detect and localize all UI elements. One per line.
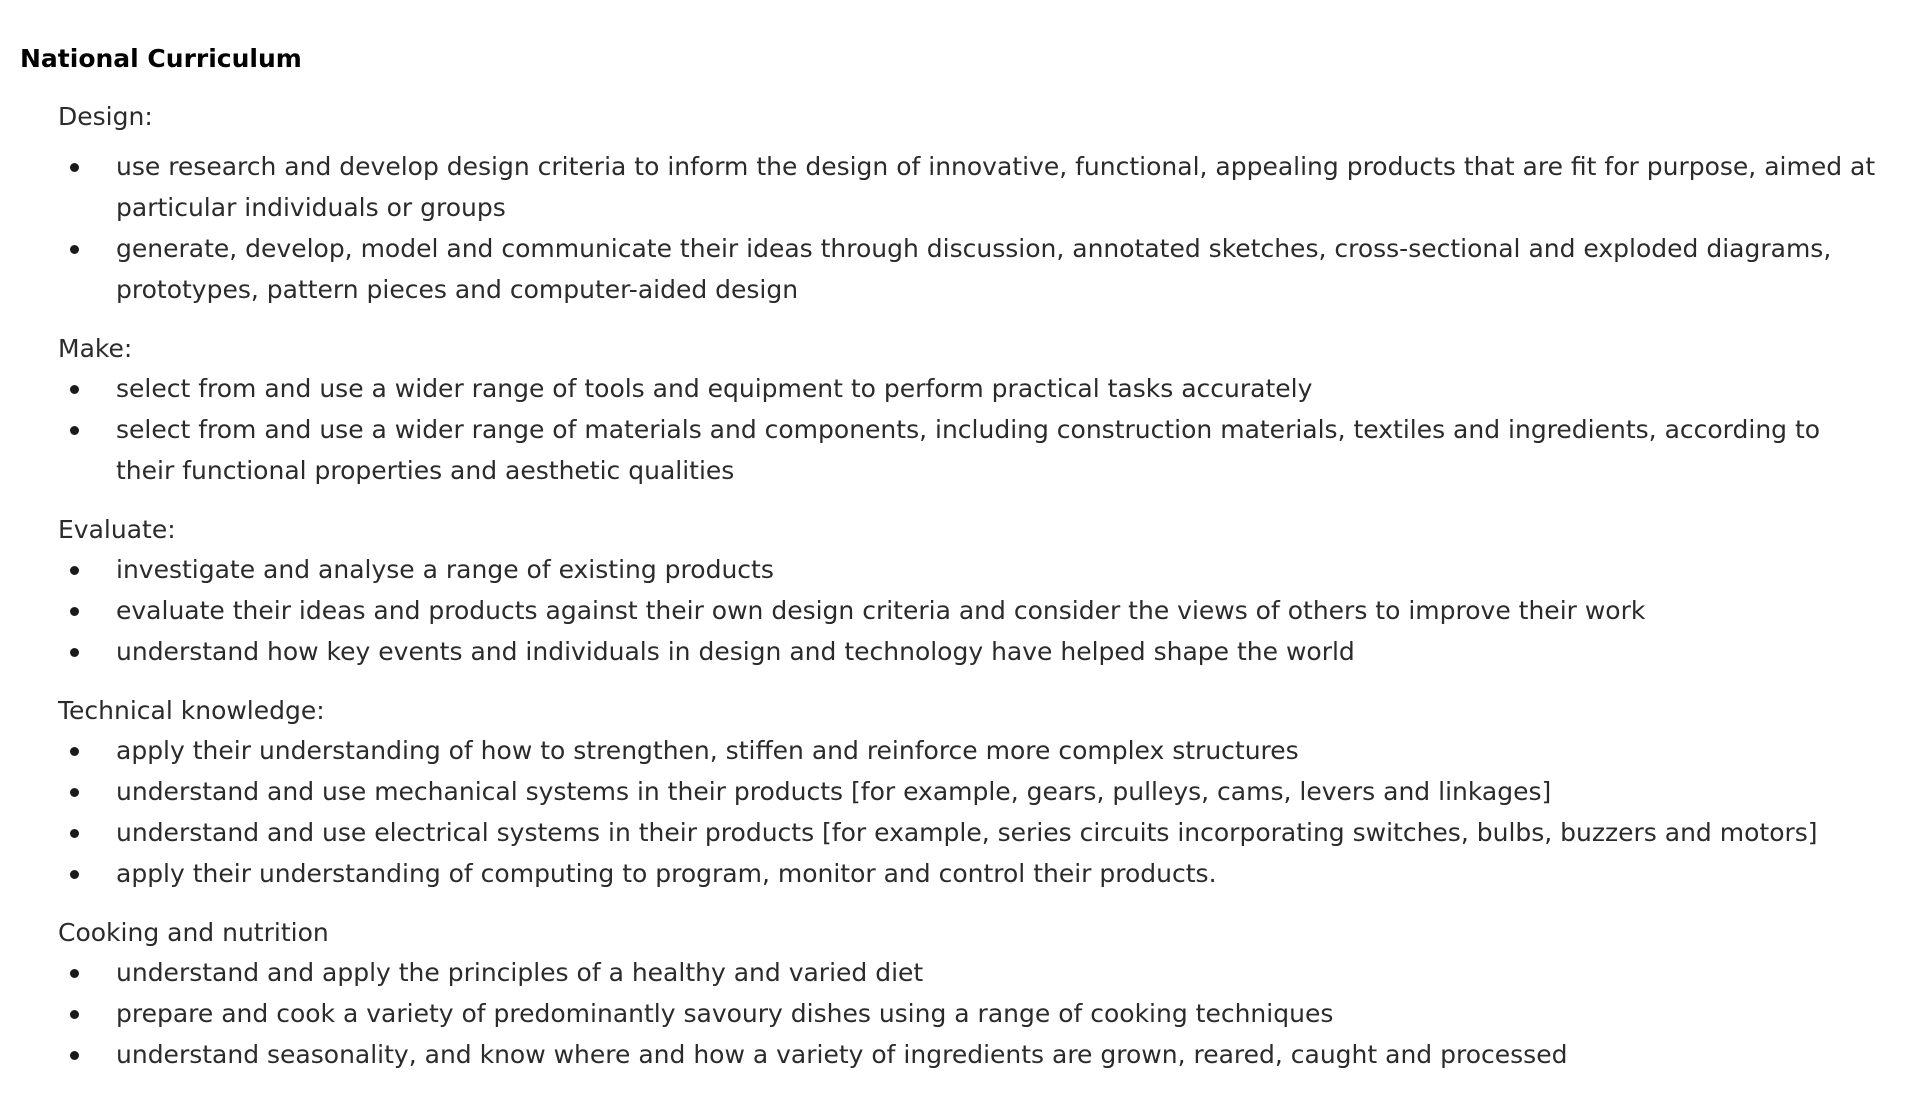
bullet-icon (70, 969, 79, 978)
section-heading-design: Design: (58, 102, 153, 131)
list-item-text: apply their understanding of computing to program, monitor and control their products. (116, 859, 1217, 888)
section-design (58, 98, 1900, 310)
list-item (58, 549, 1900, 590)
list-item (58, 409, 1900, 491)
section-heading-cooking-and-nutrition: Cooking and nutrition (58, 918, 329, 947)
list-item-text: select from and use a wider range of tools and equipment to perform practical tasks accurately (116, 374, 1313, 403)
list-item (58, 730, 1900, 771)
bullet-icon (70, 607, 79, 616)
list-item-text: understand how key events and individuals in design and technology have helped shape the world (116, 637, 1355, 666)
page-title: National Curriculum (20, 44, 302, 73)
list-item-text: understand and use mechanical systems in their products [for example, gears, pulleys, cams, levers and linkages] (116, 777, 1552, 806)
list-item (58, 853, 1900, 894)
list-item-text: generate, develop, model and communicate their ideas through discussion, annotated sketches, cross-sectional and exploded diagrams, prototypes, pattern pieces and computer-aided design (116, 234, 1832, 304)
list-item (58, 368, 1900, 409)
bullet-icon (70, 870, 79, 879)
list-item (58, 812, 1900, 853)
list-item (58, 146, 1900, 228)
list-item-text: apply their understanding of how to strengthen, stiffen and reinforce more complex structures (116, 736, 1299, 765)
list-item-text: select from and use a wider range of materials and components, including construction materials, textiles and ingredients, according to their functional properties and aesthetic qualities (116, 415, 1821, 485)
section-evaluate (58, 511, 1900, 672)
list-item-text: understand and apply the principles of a healthy and varied diet (116, 958, 924, 987)
section-cooking-and-nutrition (58, 914, 1900, 1075)
section-heading-technical-knowledge: Technical knowledge: (58, 696, 325, 725)
design-list (58, 146, 1900, 310)
bullet-icon (70, 747, 79, 756)
bullet-icon (70, 426, 79, 435)
bullet-icon (70, 163, 79, 172)
list-item-text: understand and use electrical systems in their products [for example, series circuits incorporating switches, bulbs, buzzers and motors] (116, 818, 1818, 847)
list-item (58, 590, 1900, 631)
bullet-icon (70, 245, 79, 254)
bullet-icon (70, 1051, 79, 1060)
list-item-text: use research and develop design criteria to inform the design of innovative, functional, appealing products that are fit for purpose, aimed at particular individuals or groups (116, 152, 1876, 222)
bullet-icon (70, 1010, 79, 1019)
section-technical-knowledge (58, 692, 1900, 894)
section-heading-make: Make: (58, 334, 133, 363)
make-list (58, 368, 1900, 491)
section-make (58, 330, 1900, 491)
list-item-text: understand seasonality, and know where and how a variety of ingredients are grown, reared, caught and processed (116, 1040, 1568, 1069)
list-item-text: evaluate their ideas and products against their own design criteria and consider the views of others to improve their work (116, 596, 1646, 625)
list-item (58, 228, 1900, 310)
bullet-icon (70, 788, 79, 797)
technical-knowledge-list (58, 730, 1900, 894)
list-item-text: investigate and analyse a range of existing products (116, 555, 774, 584)
list-item (58, 1034, 1900, 1075)
cooking-and-nutrition-list (58, 952, 1900, 1075)
evaluate-list (58, 549, 1900, 672)
bullet-icon (70, 648, 79, 657)
section-heading-evaluate: Evaluate: (58, 515, 176, 544)
list-item (58, 771, 1900, 812)
list-item (58, 993, 1900, 1034)
list-item (58, 631, 1900, 672)
bullet-icon (70, 385, 79, 394)
list-item (58, 952, 1900, 993)
list-item-text: prepare and cook a variety of predominantly savoury dishes using a range of cooking techniques (116, 999, 1334, 1028)
bullet-icon (70, 829, 79, 838)
bullet-icon (70, 566, 79, 575)
